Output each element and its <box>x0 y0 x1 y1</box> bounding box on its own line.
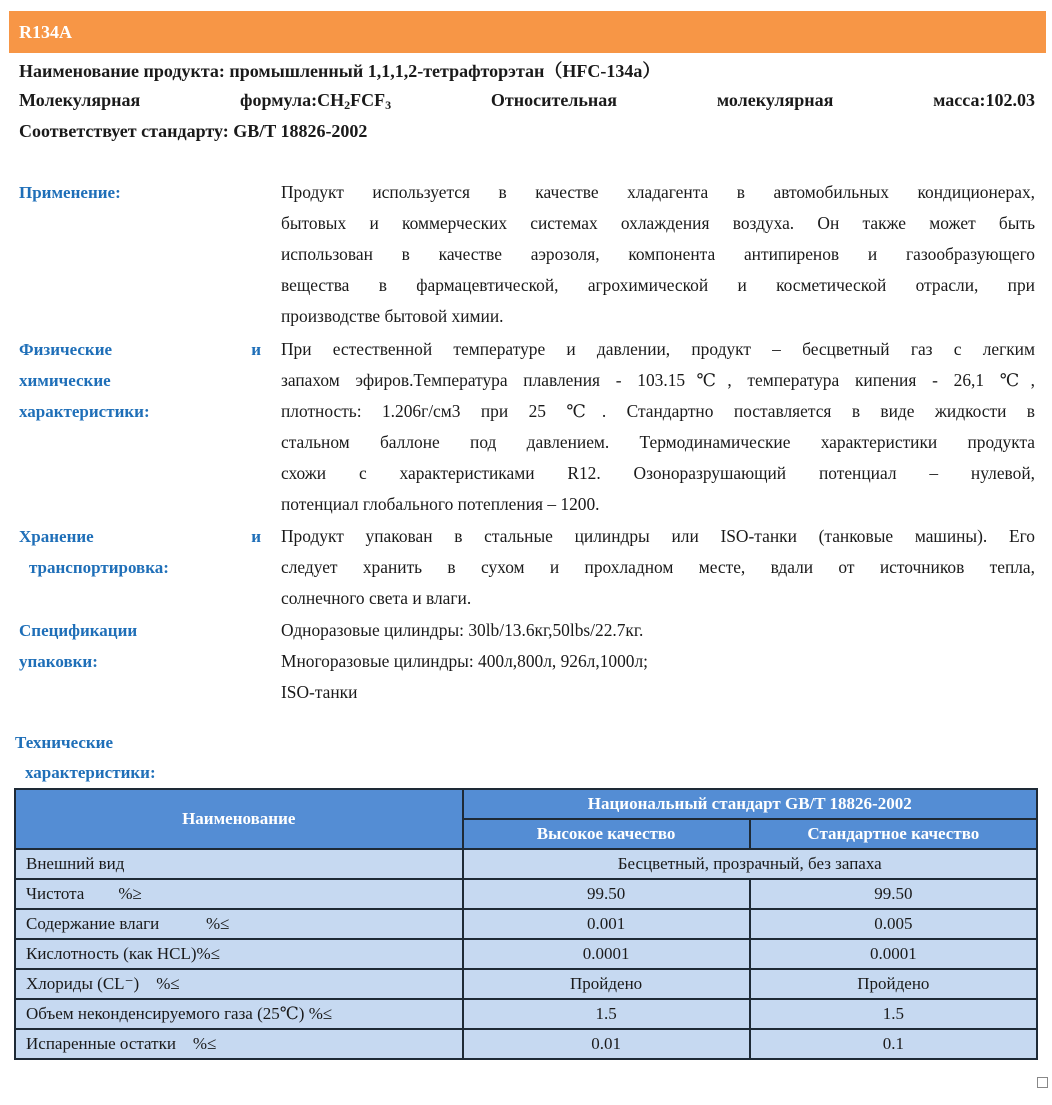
text-line: производстве бытовой химии. <box>281 306 504 326</box>
header-standard: Национальный стандарт GB/T 18826-2002 <box>463 789 1038 819</box>
row-high: Пройдено <box>463 969 750 999</box>
mass-label-2: молекулярная <box>716 90 834 110</box>
row-high: 99.50 <box>463 879 750 909</box>
table-row <box>15 999 1037 1029</box>
row-name: Испаренные остатки %≤ <box>15 1029 463 1059</box>
formula-label-1: Молекулярная <box>19 90 141 110</box>
row-std: 99.50 <box>750 879 1037 909</box>
row-std: Пройдено <box>750 969 1037 999</box>
formula-text-b: FCF <box>350 90 386 110</box>
tech-title <box>15 728 156 788</box>
header-high-quality: Высокое качество <box>463 819 750 849</box>
row-name: Содержание влаги %≤ <box>15 909 463 939</box>
application-label <box>19 177 261 208</box>
physical-label-1: Физические <box>19 340 113 359</box>
row-name: Объем неконденсируемого газа (25℃) %≤ <box>15 999 463 1029</box>
text-line: стальном баллоне под давлением. Термодинамические характеристики продукта <box>281 432 1035 452</box>
table-row <box>15 879 1037 909</box>
text-line: потенциал глобального потепления – 1200. <box>281 494 600 514</box>
table-header-row <box>15 789 1037 819</box>
product-banner <box>9 11 1046 53</box>
physical-text <box>281 334 1035 520</box>
tech-title-2: характеристики: <box>25 763 156 782</box>
table-row <box>15 969 1037 999</box>
text-line: бытовых и коммерческих системах охлаждения воздуха. Он также может быть <box>281 213 1035 233</box>
formula-mass-line <box>19 89 1035 116</box>
product-name: Наименование продукта: промышленный 1,1,1,2-тетрафторэтан（HFC-134a） <box>19 61 661 81</box>
storage-label <box>19 521 261 583</box>
packaging-text <box>281 615 1035 708</box>
standard-line: Соответствует стандарту: GB/T 18826-2002 <box>19 121 368 141</box>
row-value: Бесцветный, прозрачный, без запаха <box>463 849 1038 879</box>
formula-text-a: формула:CH <box>240 90 345 110</box>
text-line: плотность: 1.206г/см3 при 25 ℃. Стандартно поставляется в виде жидкости в <box>281 401 1035 421</box>
text-line: Многоразовые цилиндры: 400л,800л, 926л,1000л; <box>281 651 648 671</box>
text-line: солнечного света и влаги. <box>281 588 472 608</box>
storage-label-and: и <box>251 527 261 546</box>
row-name: Кислотность (как HCL)%≤ <box>15 939 463 969</box>
row-std: 0.005 <box>750 909 1037 939</box>
application-text <box>281 177 1035 332</box>
formula-sub-2: 3 <box>385 98 392 112</box>
packaging-label <box>19 615 261 677</box>
formula-sub-1: 2 <box>344 98 351 112</box>
table-row <box>15 849 1037 879</box>
table-row <box>15 939 1037 969</box>
row-std: 1.5 <box>750 999 1037 1029</box>
physical-label-and: и <box>251 340 261 359</box>
packaging-label-1: Спецификации <box>19 621 138 640</box>
table-row <box>15 1029 1037 1059</box>
text-line: Продукт упакован в стальные цилиндры или ISO-танки (танковые машины). Его <box>281 526 1035 546</box>
text-line: схожи с характеристиками R12. Озоноразрушающий потенциал – нулевой, <box>281 463 1035 483</box>
spec-table <box>14 788 1038 1060</box>
row-high: 0.01 <box>463 1029 750 1059</box>
text-line: использован в качестве аэрозоля, компонента антипиренов и газообразующего <box>281 244 1035 264</box>
row-high: 0.0001 <box>463 939 750 969</box>
text-line: Продукт используется в качестве хладагента в автомобильных кондиционерах, <box>281 182 1035 202</box>
packaging-label-2: упаковки: <box>19 652 98 671</box>
row-name: Внешний вид <box>15 849 463 879</box>
table-row <box>15 909 1037 939</box>
physical-label <box>19 334 261 427</box>
header-standard-quality: Стандартное качество <box>750 819 1037 849</box>
row-high: 0.001 <box>463 909 750 939</box>
mass-label-1: Относительная <box>490 90 618 110</box>
text-line: Одноразовые цилиндры: 30lb/13.6кг,50lbs/22.7кг. <box>281 620 644 640</box>
physical-label-3: характеристики: <box>19 402 150 421</box>
table-resize-handle[interactable] <box>1037 1077 1048 1088</box>
formula <box>240 89 391 116</box>
tech-title-1: Технические <box>15 733 114 752</box>
storage-label-2: транспортировка: <box>29 558 169 577</box>
row-std: 0.1 <box>750 1029 1037 1059</box>
storage-text <box>281 521 1035 614</box>
text-line: ISO-танки <box>281 682 358 702</box>
header-name: Наименование <box>15 789 463 849</box>
text-line: запахом эфиров.Температура плавления - 103.15℃, температура кипения - 26,1 ℃, <box>281 370 1035 390</box>
banner-title: R134A <box>19 22 72 42</box>
physical-label-2: химические <box>19 371 111 390</box>
row-name: Хлориды (CL⁻) %≤ <box>15 969 463 999</box>
row-std: 0.0001 <box>750 939 1037 969</box>
row-name: Чистота %≥ <box>15 879 463 909</box>
mass-value: масса:102.03 <box>933 90 1035 110</box>
storage-label-1: Хранение <box>19 527 94 546</box>
text-line: вещества в фармацевтической, агрохимической и косметической отрасли, при <box>281 275 1035 295</box>
text-line: следует хранить в сухом и прохладном месте, вдали от источников тепла, <box>281 557 1035 577</box>
text-line: При естественной температуре и давлении, продукт – бесцветный газ с легким <box>281 339 1035 359</box>
application-label-text: Применение: <box>19 183 121 202</box>
row-high: 1.5 <box>463 999 750 1029</box>
